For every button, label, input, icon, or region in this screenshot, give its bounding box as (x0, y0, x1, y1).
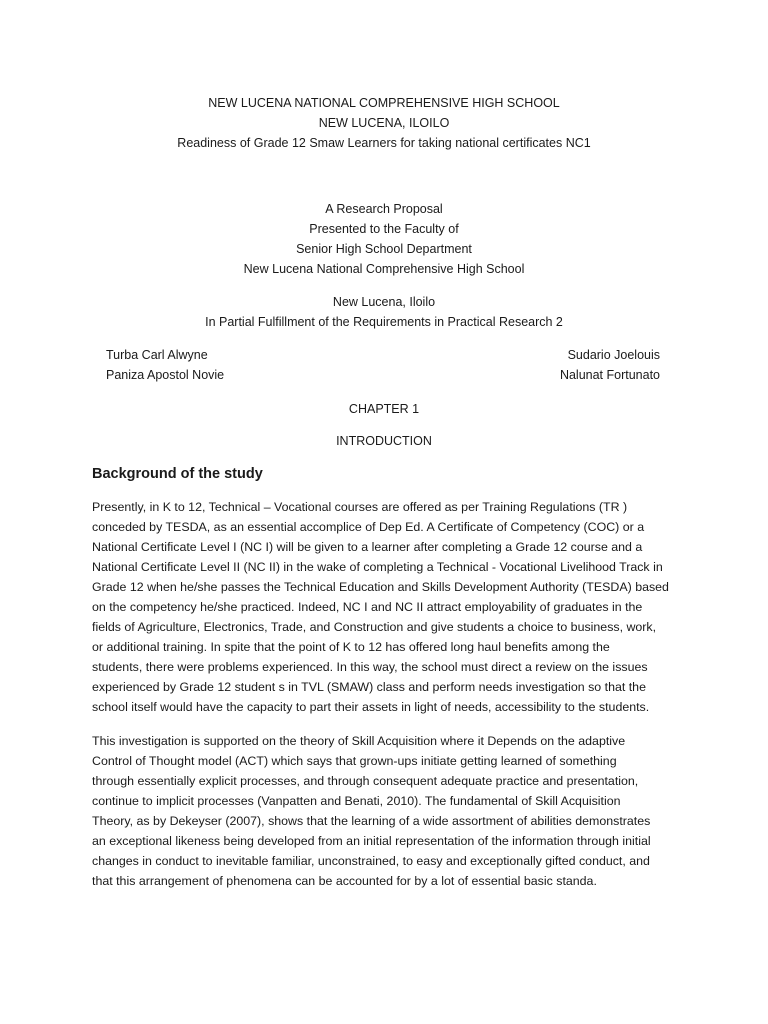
paragraph-line: continue to implicit processes (Vanpatten and Benati, 2010). The fundamental of Skill Acquisition (92, 794, 621, 808)
paragraph-line: experienced by Grade 12 student s in TVL (SMAW) class and perform needs investigation so that the (92, 680, 646, 694)
section-heading: Background of the study (92, 466, 263, 482)
paragraph-line: fields of Agriculture, Electronics, Trade, and Construction and give students a choice to business, work, (92, 620, 657, 634)
paragraph-line: on the competency he/she practiced. Indeed, NC I and NC II attract employability of graduates in the (92, 600, 643, 614)
paragraph-line: an exceptional likeness being developed from an initial representation of the information through initial (92, 834, 651, 848)
paragraph-line: that this arrangement of phenomena can be accounted for by a lot of essential basic standa. (92, 874, 597, 888)
paragraph-line: Grade 12 when he/she passes the Technical Education and Skills Development Authority (TESDA) based (92, 580, 669, 594)
paragraph-line: conceded by TESDA, as an essential accomplice of Dep Ed. A Certificate of Competency (COC) or a (92, 520, 645, 534)
paragraph-line: through essentially explicit processes, and through consequent adequate practice and presentation, (92, 774, 639, 788)
paragraph-line: This investigation is supported on the theory of Skill Acquisition where it Depends on the adaptive (92, 734, 626, 748)
author-left-1: Turba Carl Alwyne (106, 348, 208, 362)
paragraph-2 (92, 731, 678, 891)
paragraph-line: Theory, as by Dekeyser (2007), shows that the learning of a wide assortment of abilities demonstrates (92, 814, 651, 828)
paragraph-1 (92, 497, 678, 717)
presented-to: Presented to the Faculty of (309, 222, 459, 236)
paragraph-line: school itself would have the capacity to part their assets in light of needs, accessibility to the students. (92, 700, 650, 714)
school-location: NEW LUCENA, ILOILO (318, 116, 450, 130)
chapter-label: CHAPTER 1 (348, 402, 420, 416)
author-left-2: Paniza Apostol Novie (106, 368, 225, 382)
proposal-label: A Research Proposal (325, 202, 443, 216)
school-full-name: New Lucena National Comprehensive High School (243, 262, 525, 276)
paragraph-line: changes in conduct to inevitable familiar, unconstrained, to easy and exceptionally gifted conduct, and (92, 854, 650, 868)
chapter-title: INTRODUCTION (336, 434, 432, 448)
fulfillment-statement: In Partial Fulfillment of the Requirements in Practical Research 2 (205, 315, 563, 329)
paragraph-line: or additional training. In spite that the point of K to 12 has offered long haul benefits among the (92, 640, 610, 654)
author-right-1: Sudario Joelouis (567, 348, 660, 362)
paragraph-line: Presently, in K to 12, Technical – Vocational courses are offered as per Training Regulations (TR ) (92, 500, 628, 514)
paragraph-line: National Certificate Level I (NC I) will be given to a learner after completing a Grade 12 course and a (92, 540, 643, 554)
author-right-2: Nalunat Fortunato (559, 368, 660, 382)
paragraph-line: National Certificate Level II (NC II) in the wake of completing a Technical - Vocational Livelihood Track in (92, 560, 663, 574)
research-title: Readiness of Grade 12 Smaw Learners for taking national certificates NC1 (177, 136, 591, 150)
paragraph-line: Control of Thought model (ACT) which says that grown-ups initiate getting learned of something (92, 754, 617, 768)
department: Senior High School Department (296, 242, 472, 256)
school-name: NEW LUCENA NATIONAL COMPREHENSIVE HIGH SCHOOL (208, 96, 560, 110)
place: New Lucena, Iloilo (332, 295, 436, 309)
paragraph-line: students, there were problems experienced. In this way, the school must direct a review on the issues (92, 660, 648, 674)
